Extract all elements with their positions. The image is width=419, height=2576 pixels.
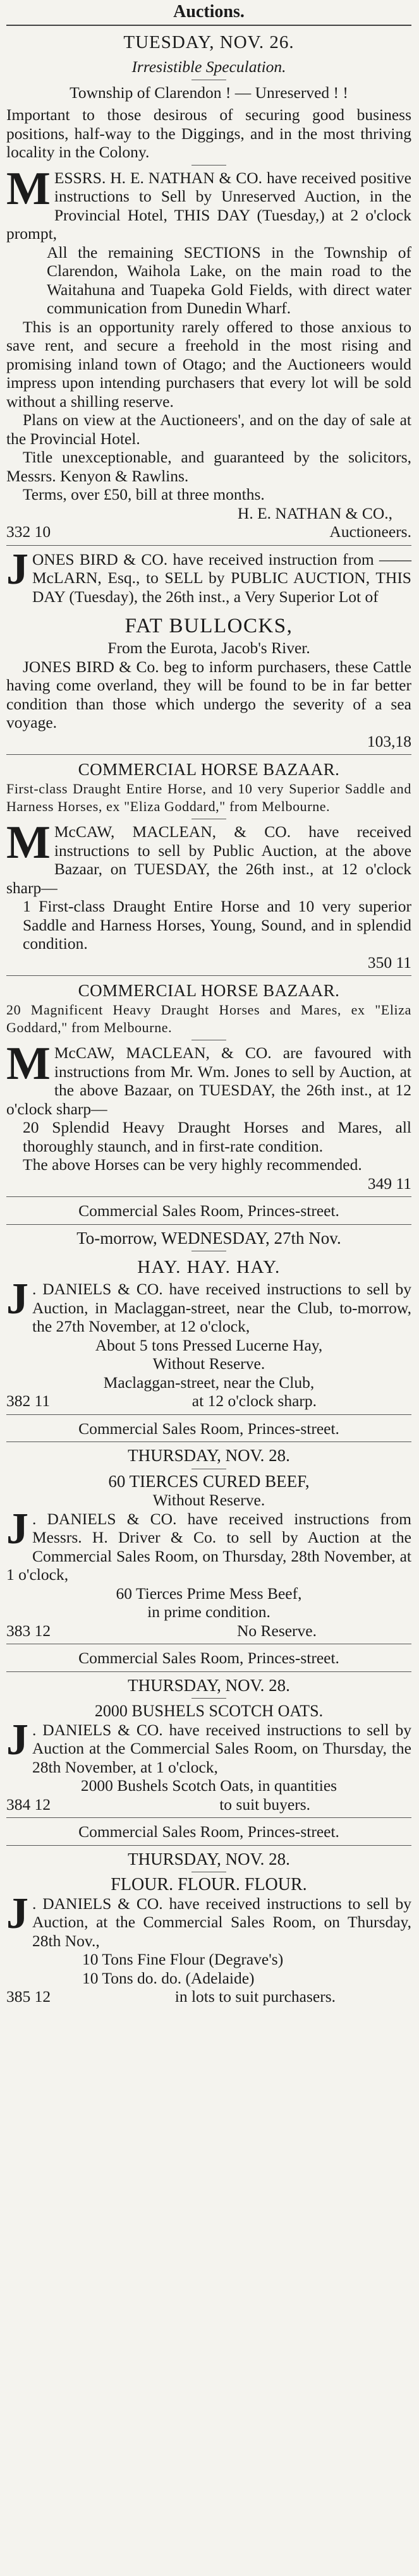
ad-body-text: . DANIELS & CO. have received instructions from Messrs. H. Driver & Co. to sell by Auction at the Commercial Sales Room, on Thursday, 28th November, at 1 o'clock, — [6, 1509, 411, 1584]
ad-body-text: 10 Tons do. do. (Adelaide) — [82, 1968, 255, 1987]
ad-signature: H. E. NATHAN & CO., — [237, 503, 392, 522]
ad-body-text: 10 Tons Fine Flour (Degrave's) — [82, 1950, 284, 1968]
ad-time: at 12 o'clock sharp. — [191, 1392, 317, 1410]
ad-footer — [6, 522, 411, 541]
ad-title: FAT BULLOCKS, — [124, 615, 293, 637]
ad-body-text: . DANIELS & CO. have received instructions to sell by Auction, in Maclaggan-street, near the Club, to-morrow, the 27th November, at 12 o'clock, — [32, 1280, 411, 1335]
dropcap: J — [6, 1504, 28, 1553]
divider — [6, 545, 411, 546]
ad-date: THURSDAY, NOV. 28. — [128, 1849, 290, 1869]
ad-date: THURSDAY, NOV. 28. — [128, 1446, 290, 1465]
ad-ref: 383 12 — [6, 1621, 51, 1640]
ad-ref: 382 11 — [6, 1392, 51, 1410]
ad-body — [6, 162, 411, 243]
ad-body-text: 2000 Bushels Scotch Oats, in quantities — [80, 1776, 337, 1795]
ad-place: Commercial Sales Room, Princes-street. — [78, 1822, 339, 1841]
divider — [191, 1698, 226, 1699]
divider — [6, 1441, 411, 1442]
ad-body-text: in prime condition. — [147, 1603, 270, 1621]
dropcap: J — [6, 1715, 28, 1764]
ad-body-text: All the remaining SECTIONS in the Township of Clarendon, Waihola Lake, on the main road to the Waitahuna and Tuapeka Gold Fields, with direct water communication from Dunedin Wharf. — [47, 243, 411, 317]
ad-body-text: This is an opportunity rarely offered to those anxious to save rent, and secure a freehold in the most rising and promising inland town of Otago; and the Auctioneers would impress upon intending purchasers that every lot will be sold without a shilling reserve. — [6, 317, 411, 411]
ad-body-text: Without Reserve. — [152, 1354, 265, 1373]
ad-footer — [6, 1392, 411, 1411]
dropcap: J — [6, 1889, 28, 1938]
divider — [6, 1845, 411, 1846]
ad-body-text: to suit buyers. — [219, 1795, 310, 1814]
ad-body-text: in lots to suit purchasers. — [174, 1987, 336, 2006]
ad-place: Commercial Sales Room, Princes-street. — [78, 1201, 339, 1220]
ad-body — [6, 1889, 411, 1951]
ad-subtitle: From the Eurota, Jacob's River. — [107, 639, 310, 657]
ad-noreserve: No Reserve. — [236, 1621, 317, 1640]
divider — [6, 975, 411, 976]
divider — [6, 1817, 411, 1818]
ad-body — [6, 817, 411, 897]
ad-body-text: Title unexceptionable, and guaranteed by the solicitors, Messrs. Kenyon & Rawlins. — [6, 448, 411, 485]
divider — [6, 1414, 411, 1415]
ad-subtitle: Without Reserve. — [152, 1491, 265, 1509]
ad-body-text: 1 First-class Draught Entire Horse and 10 very superior Saddle and Harness Horses, Young, Sound, and in splendid condition. — [23, 897, 411, 953]
divider — [6, 1671, 411, 1672]
ad-tagline: Irresistible Speculation. — [131, 57, 286, 76]
ad-body-text: Maclaggan-street, near the Club, — [103, 1373, 315, 1392]
ad-date: THURSDAY, NOV. 28. — [128, 1675, 290, 1695]
ad-body-text: About 5 tons Pressed Lucerne Hay, — [95, 1335, 323, 1354]
ad-body-text: JONES BIRD & Co. beg to inform purchasers, these Cattle having come overland, they will be found to be in far better condition than those which undergo the severity of a sea voyage. — [6, 657, 411, 731]
ad-place: Commercial Sales Room, Princes-street. — [78, 1649, 339, 1667]
ad-body-text: . DANIELS & CO. have received instructions to sell by Auction at the Commercial Sales Room, on Thursday, the 28th November, at 1 o'clock, — [32, 1720, 411, 1776]
dropcap: M — [6, 817, 51, 869]
dropcap: M — [6, 1038, 51, 1090]
dropcap: J — [6, 545, 28, 594]
advert-horse-bazaar-1 — [6, 759, 411, 972]
ad-body — [6, 1038, 411, 1118]
ad-role: Auctioneers. — [329, 522, 411, 541]
ad-date: To-morrow, WEDNESDAY, 27th Nov. — [76, 1228, 341, 1248]
ad-date: TUESDAY, NOV. 26. — [123, 32, 295, 52]
divider — [6, 1196, 411, 1197]
ad-body — [6, 1715, 411, 1777]
ad-body-text: McCAW, MACLEAN, & CO. are favoured with instructions from Mr. Wm. Jones to sell by Auction, at the above Bazaar, on TUESDAY, the 26th inst., at 12 o'clock sharp— — [6, 1044, 411, 1118]
ad-title: COMMERCIAL HORSE BAZAAR. — [78, 981, 340, 1000]
ad-intro: Important to those desirous of securing good business positions, half-way to the Diggings, and in the most thriving locality in the Colony. — [6, 105, 411, 161]
advert-daniels-hay — [6, 1201, 411, 1411]
ad-body — [6, 545, 411, 606]
ad-body-text: Plans on view at the Auctioneers', and on the day of sale at the Provincial Hotel. — [6, 411, 411, 448]
advert-daniels-flour — [6, 1822, 411, 2006]
divider — [6, 25, 411, 26]
ad-ref: 350 11 — [367, 953, 411, 972]
dropcap: M — [6, 162, 51, 215]
advert-daniels-beef — [6, 1419, 411, 1640]
ad-terms: Terms, over £50, bill at three months. — [23, 485, 265, 503]
advert-nathan — [6, 30, 411, 541]
ad-title: HAY. HAY. HAY. — [137, 1257, 281, 1277]
ad-body — [6, 1275, 411, 1336]
ad-title: 60 TIERCES CURED BEEF, — [108, 1471, 310, 1491]
advert-daniels-oats — [6, 1649, 411, 1814]
ad-footer — [6, 1987, 411, 2006]
ad-ref: 385 12 — [6, 1987, 51, 2006]
ad-footer — [6, 1795, 411, 1814]
ad-body — [6, 1504, 411, 1584]
divider — [6, 754, 411, 755]
ad-body-text: McCAW, MACLEAN, & CO. have received instructions to sell by Public Auction, at the above Bazaar, on TUESDAY, the 26th inst., at 12 o'clock sharp— — [6, 822, 411, 897]
section-header: Auctions. — [173, 2, 245, 21]
divider — [6, 1224, 411, 1225]
ad-headline: Township of Clarendon ! — Unreserved ! ! — [70, 83, 348, 102]
ad-ref: 349 11 — [367, 1174, 411, 1193]
ad-body-text: 60 Tierces Prime Mess Beef, — [116, 1584, 302, 1603]
advert-jones-bird — [6, 545, 411, 751]
ad-body-text: ONES BIRD & CO. have received instruction from —— McLARN, Esq., to SELL by PUBLIC AUCTION, THIS DAY (Tuesday), the 26th inst., a Very Superior Lot of — [32, 550, 411, 606]
ad-ref: 384 12 — [6, 1795, 51, 1814]
ad-body-text: . DANIELS & CO. have received instructions to sell by Auction, at the Commercial Sales Room, on Thursday, 28th Nov., — [32, 1894, 411, 1950]
ad-place: Commercial Sales Room, Princes-street. — [78, 1419, 339, 1438]
divider — [191, 165, 226, 166]
ad-body-text: ESSRS. H. E. NATHAN & CO. have received positive instructions to Sell by Unreserved Auction, in the Provincial Hotel, THIS DAY (Tuesday,) at 2 o'clock prompt, — [6, 168, 411, 243]
ad-ref: 332 10 — [6, 522, 51, 541]
ad-title: 2000 BUSHELS SCOTCH OATS. — [94, 1702, 324, 1720]
ad-title: FLOUR. FLOUR. FLOUR. — [111, 1875, 307, 1894]
ad-subtitle: 20 Magnificent Heavy Draught Horses and Mares, ex "Eliza Goddard," from Melbourne. — [6, 1002, 411, 1035]
ad-subtitle: First-class Draught Entire Horse, and 10 very Superior Saddle and Harness Horses, ex "Eliza Goddard," from Melbourne. — [6, 781, 411, 814]
ad-ref: 103,18 — [367, 731, 411, 750]
ad-title: COMMERCIAL HORSE BAZAAR. — [78, 760, 340, 779]
ad-body-text: The above Horses can be very highly recommended. — [23, 1155, 362, 1174]
ad-body-text: 20 Splendid Heavy Draught Horses and Mares, all thoroughly staunch, and in first-rate condition. — [23, 1118, 411, 1155]
dropcap: J — [6, 1275, 28, 1323]
advert-horse-bazaar-2 — [6, 980, 411, 1193]
ad-footer — [6, 1622, 411, 1640]
